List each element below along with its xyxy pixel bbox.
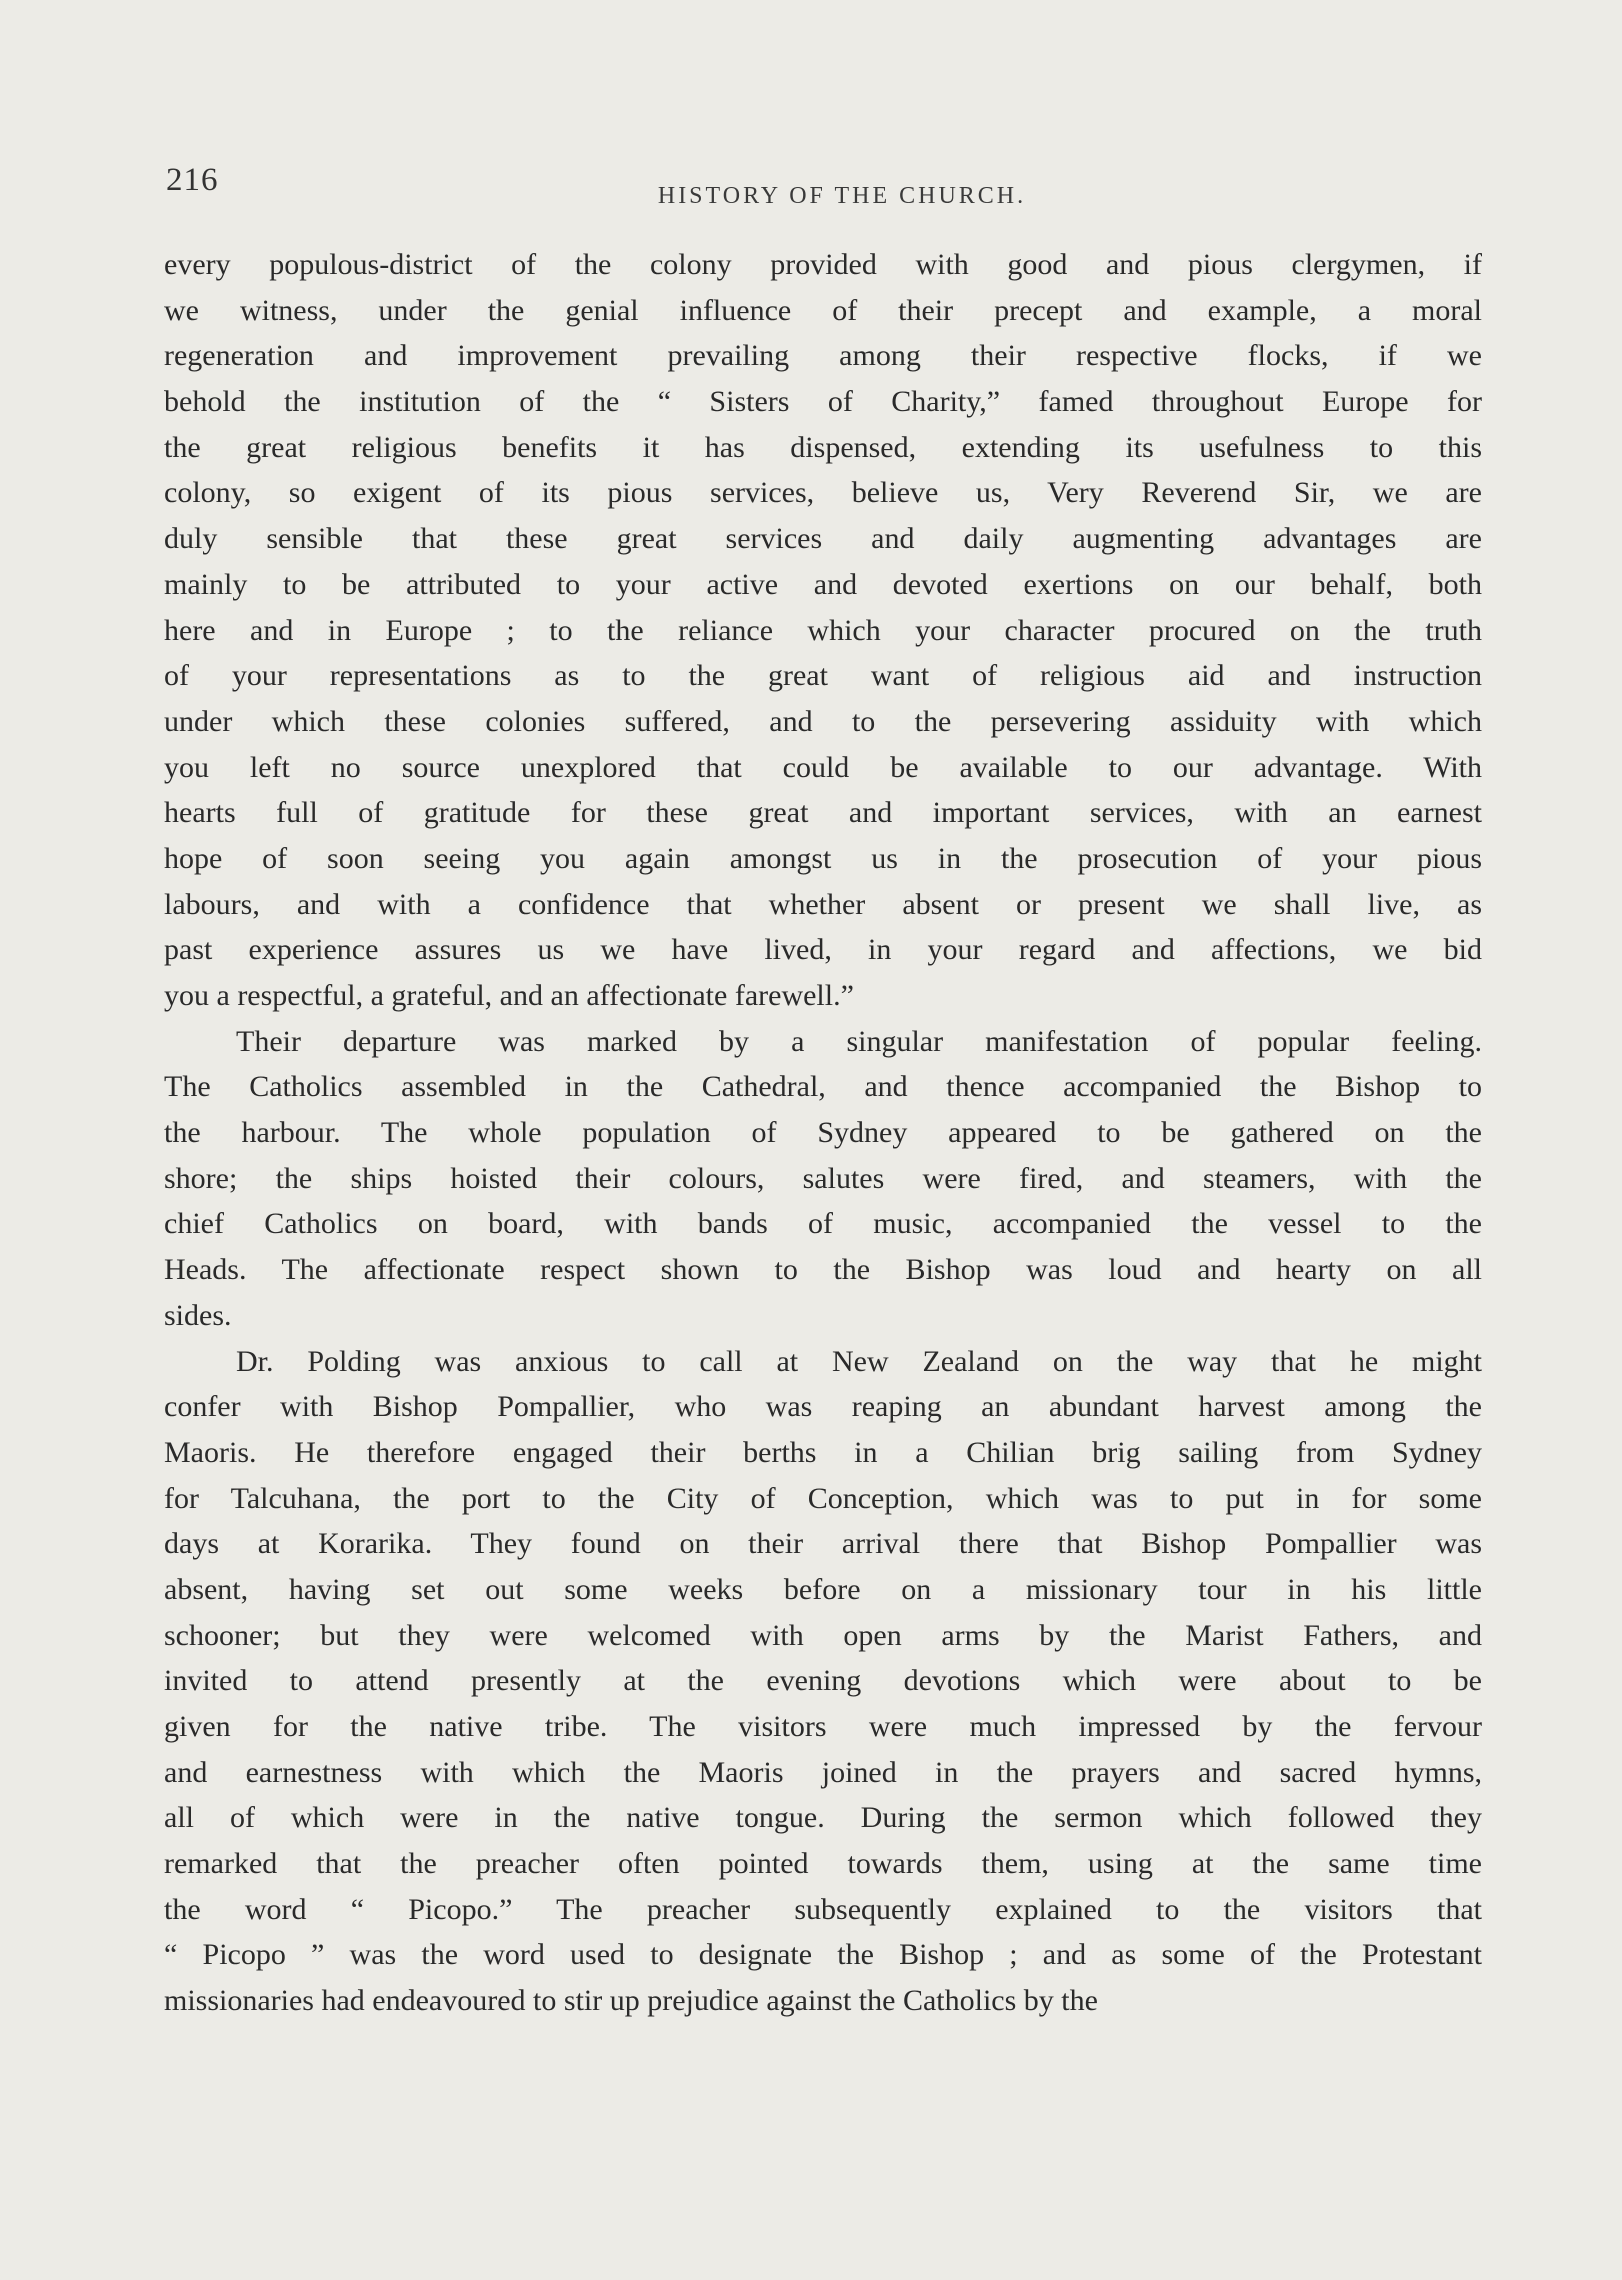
paragraph [164,1019,1482,1339]
text-line: the harbour. The whole population of Sydney appeared to be gathered on the [164,1116,1482,1150]
body-text [164,242,1482,2024]
text-line: you a respectful, a grateful, and an affectionate farewell.” [164,979,854,1012]
text-line: you left no source unexplored that could be available to our advantage. With [164,750,1482,784]
running-head: HISTORY OF THE CHURCH. [657,183,1027,209]
paragraph [164,1339,1482,2024]
text-line: we witness, under the genial influence of their precept and example, a moral [164,293,1482,327]
text-line: confer with Bishop Pompallier, who was reaping an abundant harvest among the [164,1390,1482,1424]
text-line: shore; the ships hoisted their colours, salutes were fired, and steamers, with the [164,1161,1482,1195]
text-line: the great religious benefits it has dispensed, extending its usefulness to this [164,430,1482,464]
text-line: “ Picopo ” was the word used to designate the Bishop ; and as some of the Protestant [164,1938,1482,1972]
text-line: all of which were in the native tongue. During the sermon which followed they [164,1801,1482,1835]
text-line: of your representations as to the great want of religious aid and instruction [164,659,1482,693]
text-line: invited to attend presently at the evening devotions which were about to be [164,1664,1482,1698]
text-line: duly sensible that these great services and daily augmenting advantages are [164,522,1482,556]
text-line: Dr. Polding was anxious to call at New Zealand on the way that he might [236,1344,1482,1378]
text-line: schooner; but they were welcomed with open arms by the Marist Fathers, and [164,1618,1482,1652]
text-line: for Talcuhana, the port to the City of Conception, which was to put in for some [164,1481,1482,1515]
text-line: Maoris. He therefore engaged their berths in a Chilian brig sailing from Sydney [164,1435,1482,1469]
text-line: past experience assures us we have lived, in your regard and affections, we bid [164,933,1482,967]
text-line: colony, so exigent of its pious services, believe us, Very Reverend Sir, we are [164,476,1482,510]
text-line: remarked that the preacher often pointed towards them, using at the same time [164,1847,1482,1881]
text-line: missionaries had endeavoured to stir up prejudice against the Catholics by the [164,1984,1098,2018]
text-line: mainly to be attributed to your active and devoted exertions on our behalf, both [164,567,1482,601]
text-line: and earnestness with which the Maoris joined in the prayers and sacred hymns, [164,1755,1482,1789]
text-line: labours, and with a confidence that whether absent or present we shall live, as [164,887,1482,921]
text-line: absent, having set out some weeks before on a missionary tour in his little [164,1572,1482,1606]
text-line: chief Catholics on board, with bands of music, accompanied the vessel to the [164,1207,1482,1241]
text-line: behold the institution of the “ Sisters of Charity,” famed throughout Europe for [164,385,1482,419]
text-line: hearts full of gratitude for these great and important services, with an earnest [164,796,1482,830]
text-line: here and in Europe ; to the reliance which your character procured on the truth [164,613,1482,647]
text-line: days at Korarika. They found on their arrival there that Bishop Pompallier was [164,1527,1482,1561]
text-line: regeneration and improvement prevailing among their respective flocks, if we [164,339,1482,373]
page-number: 216 [166,162,219,198]
text-line: under which these colonies suffered, and to the persevering assiduity with which [164,704,1482,738]
text-line: given for the native tribe. The visitors were much impressed by the fervour [164,1710,1482,1743]
text-line: the word “ Picopo.” The preacher subsequently explained to the visitors that [164,1892,1482,1926]
text-line: Heads. The affectionate respect shown to the Bishop was loud and hearty on all [164,1253,1482,1287]
text-line: sides. [164,1298,232,1332]
text-line: Their departure was marked by a singular manifestation of popular feeling. [236,1024,1482,1058]
text-line: every populous-district of the colony provided with good and pious clergymen, if [164,248,1482,281]
paragraph [164,242,1482,1019]
text-line: hope of soon seeing you again amongst us in the prosecution of your pious [164,841,1482,875]
text-line: The Catholics assembled in the Cathedral, and thence accompanied the Bishop to [164,1070,1482,1104]
